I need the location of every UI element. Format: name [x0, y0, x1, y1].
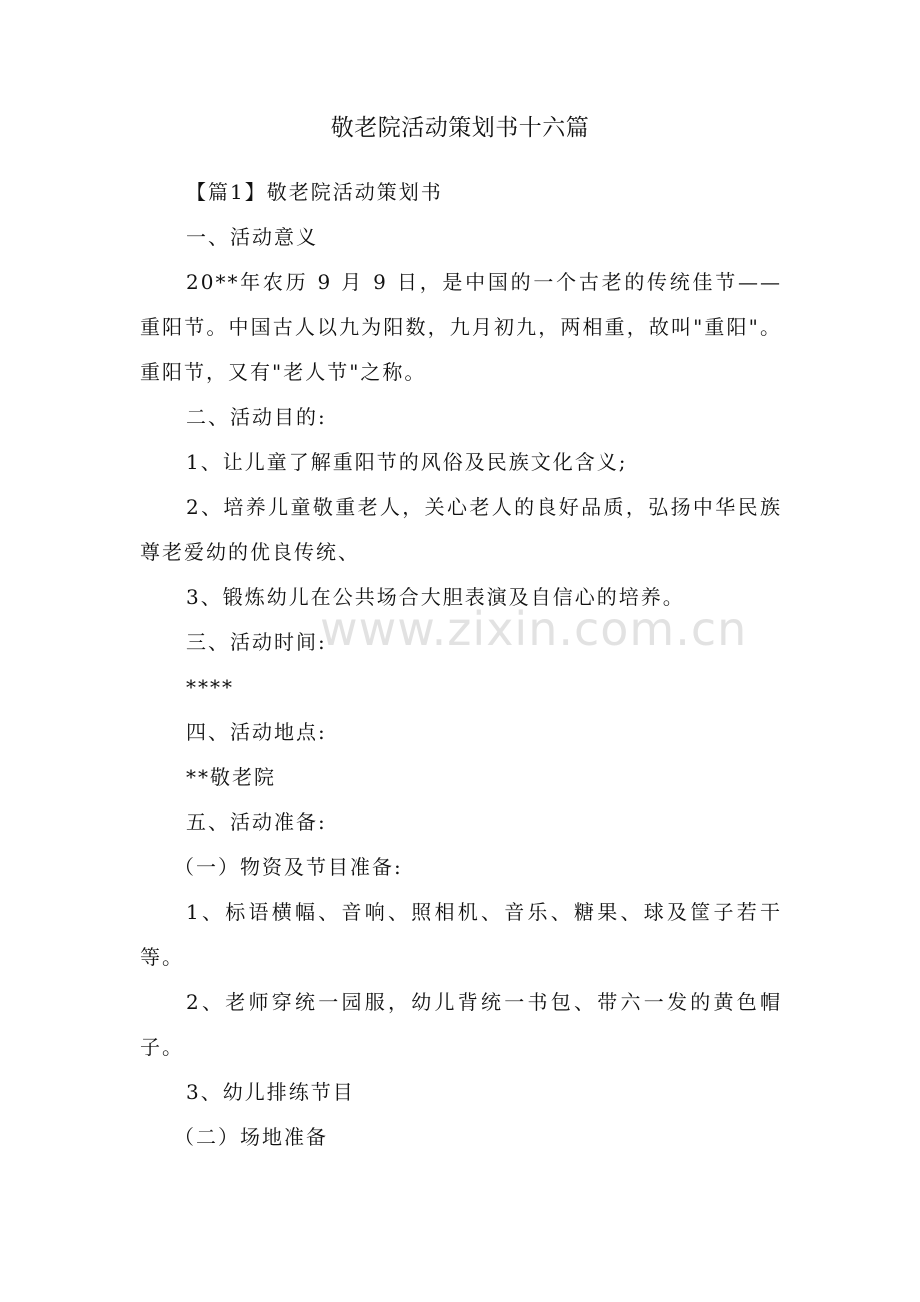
paragraph-meaning: 20**年农历 9 月 9 日，是中国的一个古老的传统佳节——重阳节。中国古人以九为阳数，九月初九，两相重，故叫"重阳"。重阳节，又有"老人节"之称。: [140, 270, 782, 384]
goal-item-2: 2、培养儿童敬重老人，关心老人的良好品质，弘扬中华民族尊老爱幼的优良传统、: [140, 495, 782, 564]
heading-activity-location: 四、活动地点:: [186, 720, 327, 744]
materials-item-2: 2、老师穿统一园服，幼儿背统一书包、带六一发的黄色帽子。: [140, 990, 782, 1059]
document-body: [140, 170, 782, 1160]
heading-activity-goal: 二、活动目的:: [186, 405, 327, 429]
watermark-text: www.zixin.com.cn: [320, 602, 748, 656]
subheading-materials: （一）物资及节目准备:: [174, 855, 403, 879]
document-title: 敬老院活动策划书十六篇: [330, 115, 590, 141]
goal-item-3: 3、锻炼幼儿在公共场合大胆表演及自信心的培养。: [186, 585, 685, 609]
materials-item-1: 1、标语横幅、音响、照相机、音乐、糖果、球及筐子若干等。: [140, 900, 782, 969]
subheading-venue: （二）场地准备: [174, 1125, 328, 1149]
activity-location-value: **敬老院: [186, 765, 276, 789]
goal-item-1: 1、让儿童了解重阳节的风俗及民族文化含义;: [186, 450, 628, 474]
heading-activity-meaning: 一、活动意义: [186, 225, 318, 249]
heading-activity-time: 三、活动时间:: [186, 630, 327, 654]
materials-item-3: 3、幼儿排练节目: [186, 1080, 355, 1104]
heading-activity-preparation: 五、活动准备:: [186, 810, 327, 834]
activity-time-value: ****: [186, 675, 234, 699]
section-heading: 【篇1】敬老院活动策划书: [186, 180, 443, 204]
